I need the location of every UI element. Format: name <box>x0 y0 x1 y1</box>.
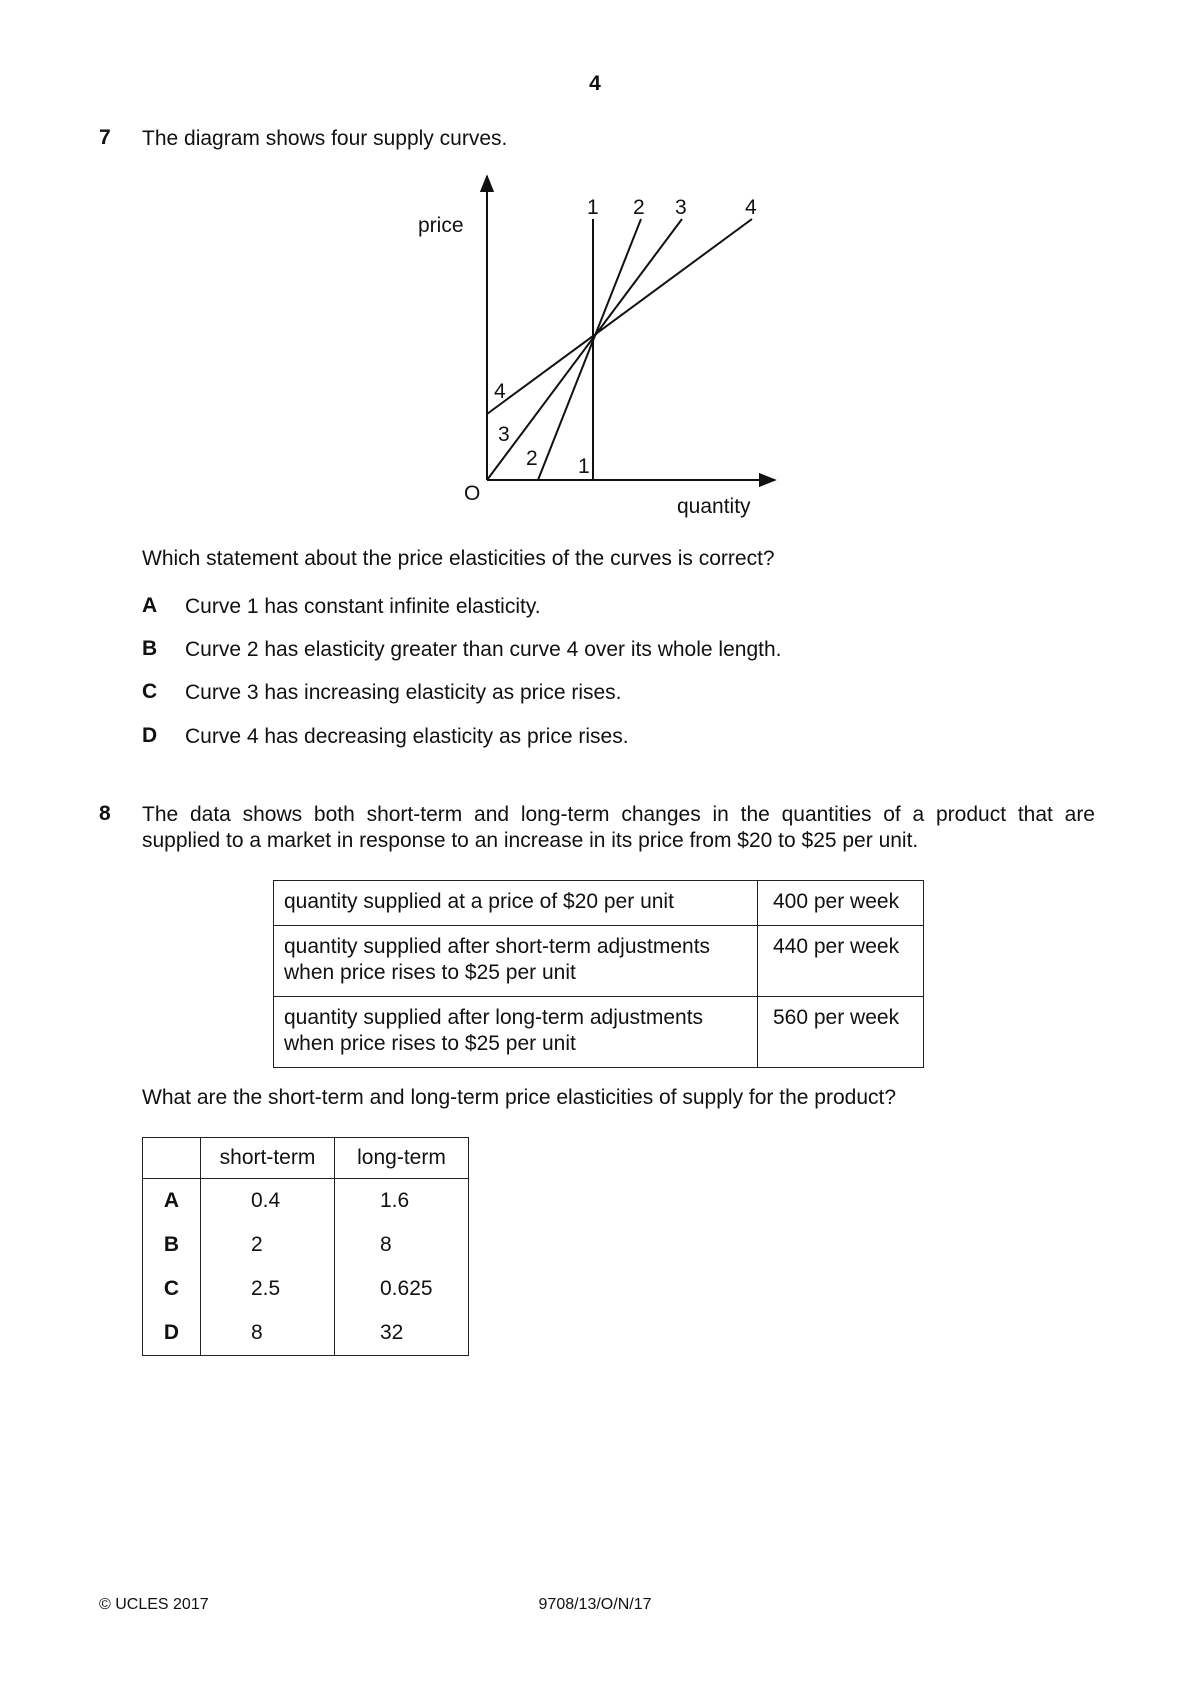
curve-2-bottom-label: 2 <box>526 447 538 470</box>
table-cell-value: 440 per week <box>758 926 924 997</box>
curve-1-bottom-label: 1 <box>578 455 590 478</box>
question-8-intro-line2: supplied to a market in response to an increase in its price from $20 to $25 per unit. <box>142 829 919 852</box>
table-row <box>143 1179 469 1224</box>
table-header-empty <box>143 1138 201 1179</box>
q7-option-c-letter: C <box>142 680 158 703</box>
q7-option-c-text: Curve 3 has increasing elasticity as price rises. <box>185 681 622 704</box>
question-8-number: 8 <box>99 802 111 825</box>
q7-option-b-text: Curve 2 has elasticity greater than curve 4 over its whole length. <box>185 638 782 661</box>
table-row <box>143 1311 469 1356</box>
table-cell-value: 400 per week <box>758 881 924 926</box>
q7-option-a-text: Curve 1 has constant infinite elasticity. <box>185 595 541 618</box>
question-8-stem: What are the short-term and long-term price elasticities of supply for the product? <box>142 1086 897 1109</box>
supply-curve-3 <box>487 219 682 480</box>
curve-4-top-label: 4 <box>745 196 757 219</box>
quantity-axis-label: quantity <box>677 495 751 518</box>
answer-long-term: 8 <box>335 1223 469 1267</box>
curve-2-top-label: 2 <box>633 196 645 219</box>
question-8-intro-line1: The data shows both short-term and long-term changes in the quantities of a product that are <box>142 803 1095 826</box>
question-7-intro: The diagram shows four supply curves. <box>142 127 508 150</box>
answer-short-term: 2 <box>201 1223 335 1267</box>
question-7-stem: Which statement about the price elasticities of the curves is correct? <box>142 547 775 570</box>
table-row <box>274 881 924 926</box>
answer-letter: C <box>143 1267 201 1311</box>
footer-paper-code: 9708/13/O/N/17 <box>538 1596 652 1613</box>
table-cell-label: quantity supplied after long-term adjustments when price rises to $25 per unit <box>274 997 758 1068</box>
q7-option-d-letter: D <box>142 724 158 747</box>
curve-1-top-label: 1 <box>587 196 599 219</box>
answer-letter: A <box>143 1179 201 1224</box>
supply-curve-4 <box>487 219 752 414</box>
curve-3-top-label: 3 <box>675 196 687 219</box>
q7-option-d-text: Curve 4 has decreasing elasticity as price rises. <box>185 725 629 748</box>
answer-options-table <box>142 1137 469 1356</box>
table-row <box>274 926 924 997</box>
origin-label: O <box>464 482 481 505</box>
answer-short-term: 8 <box>201 1311 335 1356</box>
curve-3-bottom-label: 3 <box>498 423 510 446</box>
table-header-short-term: short-term <box>201 1138 335 1179</box>
supply-curve-2 <box>538 219 641 480</box>
supply-curves-diagram <box>0 0 1190 560</box>
table-cell-label: quantity supplied after short-term adjustments when price rises to $25 per unit <box>274 926 758 997</box>
table-header-long-term: long-term <box>335 1138 469 1179</box>
q7-option-b-letter: B <box>142 637 158 660</box>
table-cell-label: quantity supplied at a price of $20 per unit <box>274 881 758 926</box>
answer-short-term: 2.5 <box>201 1267 335 1311</box>
answer-long-term: 0.625 <box>335 1267 469 1311</box>
answer-long-term: 1.6 <box>335 1179 469 1224</box>
table-row <box>143 1267 469 1311</box>
answer-letter: D <box>143 1311 201 1356</box>
page-number: 4 <box>589 72 601 95</box>
answer-short-term: 0.4 <box>201 1179 335 1224</box>
footer-copyright: © UCLES 2017 <box>99 1596 209 1613</box>
supply-data-table <box>273 880 924 1068</box>
table-row <box>274 997 924 1068</box>
table-row <box>143 1223 469 1267</box>
answer-letter: B <box>143 1223 201 1267</box>
question-7-number: 7 <box>99 126 111 149</box>
curve-4-bottom-label: 4 <box>494 380 506 403</box>
answer-long-term: 32 <box>335 1311 469 1356</box>
table-header-row <box>143 1138 469 1179</box>
price-axis-label: price <box>418 214 464 237</box>
table-cell-value: 560 per week <box>758 997 924 1068</box>
q7-option-a-letter: A <box>142 594 158 617</box>
